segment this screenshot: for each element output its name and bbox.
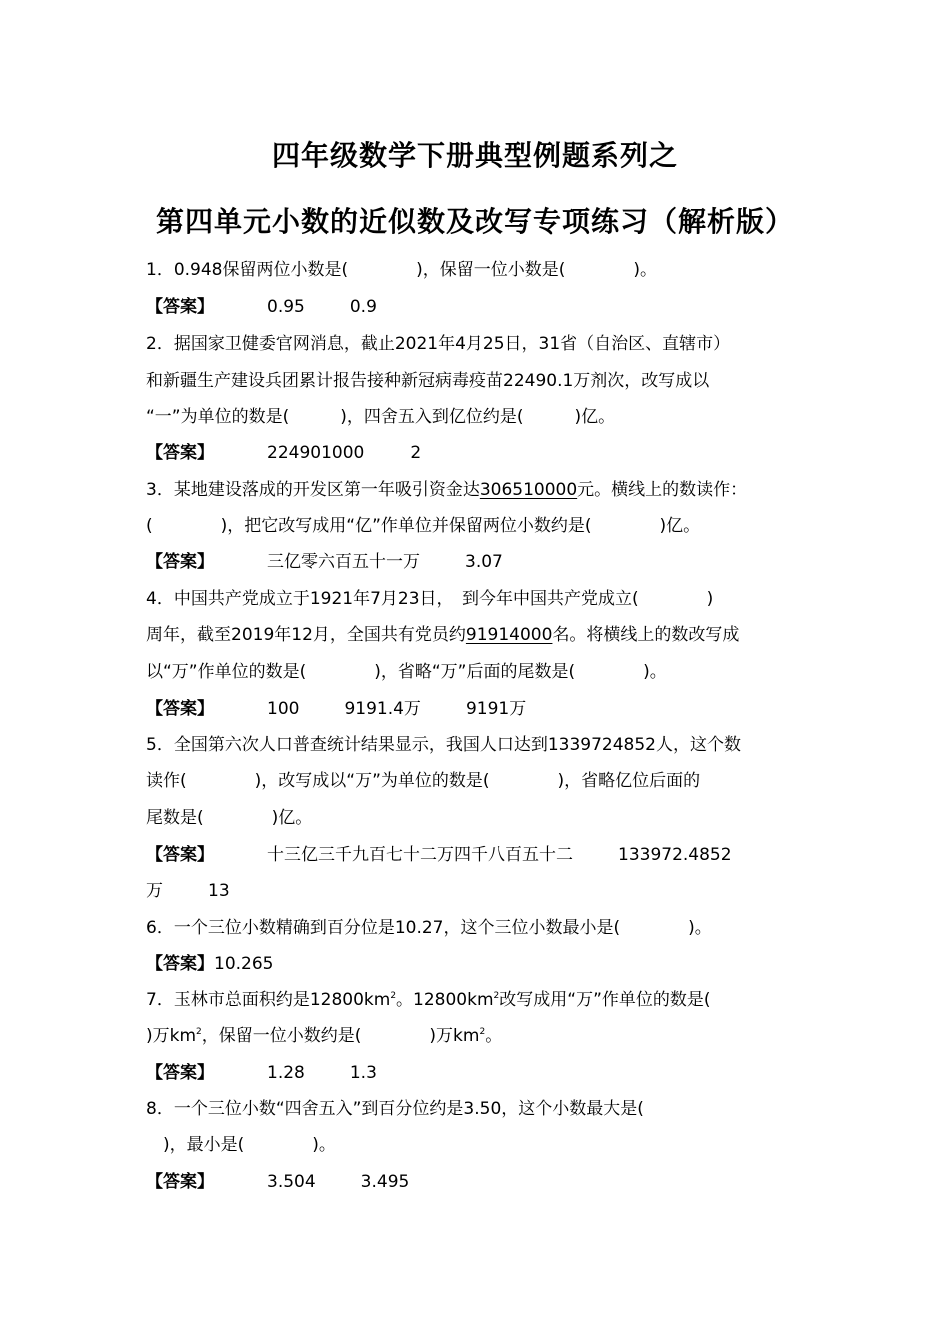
superscript: 2 xyxy=(390,991,397,1001)
text-segment: 周年，截至2019年12月，全国共有党员约 xyxy=(146,625,466,645)
answer-value: 224901000 xyxy=(267,443,365,463)
answer-value: 0.9 xyxy=(349,297,377,317)
superscript: 2 xyxy=(479,1027,486,1037)
text-segment: 。 xyxy=(485,1026,503,1046)
answer-value: 0.95 xyxy=(267,297,305,317)
title-line-2: 第四单元小数的近似数及改写专项练习（解析版） xyxy=(155,205,794,238)
underlined-number: 306510000 xyxy=(479,480,578,500)
text-segment: 3．某地建设落成的开发区第一年吸引资金达 xyxy=(146,480,480,500)
text-segment: 7．玉林市总面积约是12800km xyxy=(146,990,391,1010)
answer-value: 13 xyxy=(208,881,230,901)
answer-label: 【答案】 xyxy=(146,297,214,317)
answer-5-line-1 xyxy=(146,844,732,866)
answer-label: 【答案】 xyxy=(146,1063,214,1083)
question-1: 1．0.948保留两位小数是( )，保留一位小数是( )。 xyxy=(146,260,658,280)
answer-4 xyxy=(146,698,526,720)
answer-8 xyxy=(146,1171,409,1193)
answer-label: 【答案】 xyxy=(146,699,214,719)
question-8-line-1: 8．一个三位小数“四舍五入”到百分位约是3.50，这个小数最大是( xyxy=(146,1099,644,1119)
answer-value: 9191万 xyxy=(465,699,527,719)
underlined-number: 91914000 xyxy=(465,625,553,645)
answer-1 xyxy=(146,296,377,318)
question-7-line-2 xyxy=(146,1025,502,1047)
answer-label: 【答案】 xyxy=(146,443,214,463)
answer-3 xyxy=(146,551,503,573)
superscript: 2 xyxy=(493,991,500,1001)
answer-value: 1.3 xyxy=(349,1063,377,1083)
title-line-1: 四年级数学下册典型例题系列之 xyxy=(271,139,678,172)
answer-value: 3.504 xyxy=(267,1172,316,1192)
answer-value: 1.28 xyxy=(267,1063,305,1083)
question-3-line-1 xyxy=(146,479,747,501)
answer-value: 9191.4万 xyxy=(344,699,421,719)
question-2-line-2: 和新疆生产建设兵团累计报告接种新冠病毒疫苗22490.1万剂次，改写成以 xyxy=(146,371,710,391)
answer-label: 【答案】 xyxy=(146,845,214,865)
answer-value: 10.265 xyxy=(214,954,274,974)
text-segment: 改写成用“万”作单位的数是( xyxy=(499,990,711,1010)
answer-2 xyxy=(146,442,421,464)
question-4-line-1: 4．中国共产党成立于1921年7月23日， 到今年中国共产党成立( ) xyxy=(146,589,714,609)
answer-value: 十三亿三千九百七十二万四千八百五十二 xyxy=(267,845,573,865)
question-8-line-2: )，最小是( )。 xyxy=(146,1135,336,1155)
answer-value: 100 xyxy=(267,699,300,719)
answer-value: 3.07 xyxy=(465,552,503,572)
answer-value: 2 xyxy=(410,443,422,463)
answer-label: 【答案】 xyxy=(146,954,214,974)
text-segment: 。12800km xyxy=(396,990,494,1010)
question-5-line-3: 尾数是( )亿。 xyxy=(146,808,313,828)
question-2-line-3: “一”为单位的数是( )，四舍五入到亿位约是( )亿。 xyxy=(146,407,616,427)
question-5-line-2: 读作( )，改写成以“万”为单位的数是( )，省略亿位后面的 xyxy=(146,771,701,791)
answer-value: 3.495 xyxy=(360,1172,410,1192)
superscript: 2 xyxy=(196,1027,202,1037)
question-6: 6．一个三位小数精确到百分位是10.27，这个三位小数最小是( )。 xyxy=(146,918,712,938)
question-2-line-1: 2．据国家卫健委官网消息，截止2021年4月25日，31省（自治区、直辖市） xyxy=(146,334,731,354)
answer-5-line-2 xyxy=(146,880,230,902)
text-segment: 元。横线上的数读作： xyxy=(577,480,748,500)
question-4-line-3: 以“万”作单位的数是( )，省略“万”后面的尾数是( )。 xyxy=(146,662,667,682)
question-3-line-2: ( )，把它改写成用“亿”作单位并保留两位小数约是( )亿。 xyxy=(146,516,701,536)
question-5-line-1: 5．全国第六次人口普查统计结果显示，我国人口达到1339724852人，这个数 xyxy=(146,735,741,755)
question-7-line-1 xyxy=(146,989,711,1011)
text-segment: 名。将横线上的数改写成 xyxy=(552,625,740,645)
answer-value: 133972.4852 xyxy=(618,845,732,865)
answer-value: 三亿零六百五十一万 xyxy=(267,552,420,572)
answer-label: 【答案】 xyxy=(146,552,214,572)
question-4-line-2 xyxy=(146,624,739,646)
text-segment: ，保留一位小数约是( )万km xyxy=(201,1026,480,1046)
answer-value: 万 xyxy=(146,881,163,901)
answer-label: 【答案】 xyxy=(146,1172,214,1192)
answer-7 xyxy=(146,1062,377,1084)
text-segment: )万km xyxy=(146,1026,197,1046)
answer-6 xyxy=(146,953,273,975)
